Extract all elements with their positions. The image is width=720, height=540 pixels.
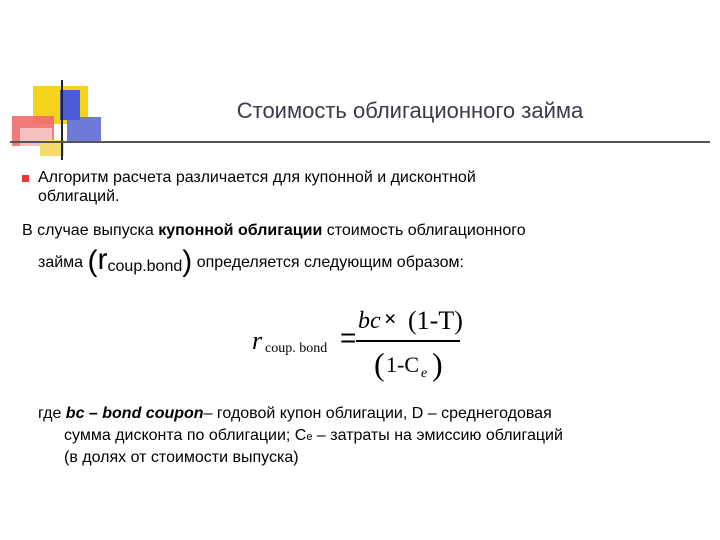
formula-den-close: ) xyxy=(432,346,443,382)
bullet-line-1: Алгоритм расчета различается для купонной и дисконтной xyxy=(38,169,476,186)
definition-line-1 xyxy=(38,404,552,423)
paragraph-coupon-line-1 xyxy=(22,221,526,240)
paragraph-coupon-line-2 xyxy=(38,243,464,278)
para3-prefix: где xyxy=(38,405,66,422)
formula-times: × xyxy=(384,306,397,331)
decor-vertical-line xyxy=(61,80,63,160)
para2-line2-end: определяется следующим образом: xyxy=(192,254,464,271)
r-symbol: r xyxy=(97,243,108,276)
para2-suffix: стоимость облигационного xyxy=(322,222,526,239)
formula-den-text: 1-C xyxy=(386,352,419,377)
para3-line2-subscript: e xyxy=(306,431,313,443)
formula-num-paren: (1-T) xyxy=(408,306,463,335)
para3-line2: сумма дисконта по облигации; C xyxy=(64,427,307,444)
formula-equals: = xyxy=(340,322,357,353)
formula-den-open: ( xyxy=(374,346,385,382)
para3-bold: bc – bond coupon xyxy=(65,405,204,422)
formula-num-var: bc xyxy=(358,308,381,334)
formula-lhs-subscript: coup. bond xyxy=(265,341,328,356)
para2-bold: купонной облигации xyxy=(158,222,323,239)
paren-close: ) xyxy=(182,245,193,278)
formula-lhs: r xyxy=(252,326,263,355)
decor-blue-square xyxy=(67,117,101,143)
bullet-line-2: облигаций. xyxy=(38,188,120,205)
para3-line1-rest: – годовой купон облигации, D – среднегодовая xyxy=(203,405,552,422)
slide-title: Стоимость облигационного займа xyxy=(236,98,584,123)
definition-line-2 xyxy=(64,426,563,447)
decor-blue-small-square xyxy=(60,90,80,120)
definition-line-3: (в долях от стоимости выпуска) xyxy=(64,449,299,466)
bullet-marker xyxy=(22,175,29,182)
para2-line2-start: займа xyxy=(38,254,88,271)
para3-line2-rest: – затраты на эмиссию облигаций xyxy=(312,427,563,444)
title-divider-line xyxy=(10,141,710,143)
formula-den-subscript: e xyxy=(421,366,428,381)
fraction-bar xyxy=(356,340,460,342)
r-subscript: coup.bond xyxy=(107,258,183,275)
para2-prefix: В случае выпуска xyxy=(22,222,159,239)
paren-open: ( xyxy=(87,245,98,278)
